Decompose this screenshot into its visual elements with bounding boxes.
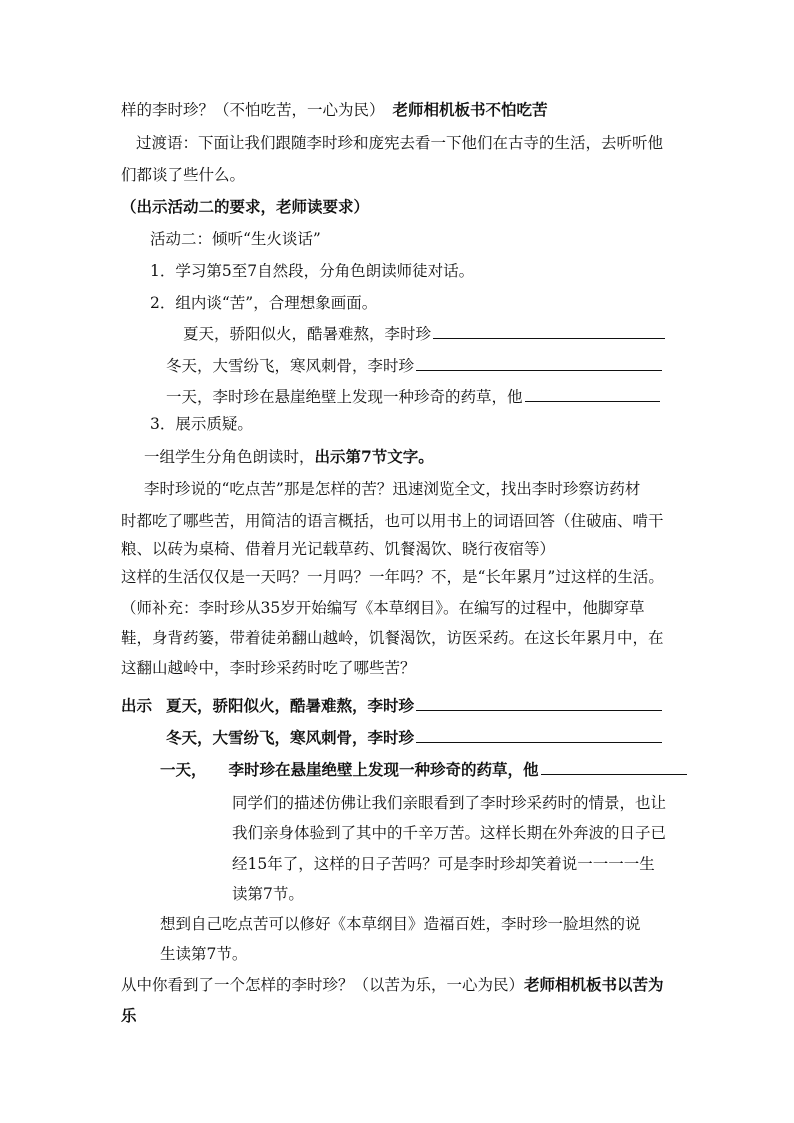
text-line: 我们亲身体验到了其中的千辛万苦。这样长期在外奔波的日子已: [232, 824, 667, 842]
text-line: 李时珍说的“吃点苦”那是怎样的苦？迅速浏览全文，找出李时珍察访药材: [144, 480, 641, 498]
text-line: [144, 446, 434, 468]
text-line: 经15年了，这样的日子苦吗？可是李时珍却笑着说一一一一生: [232, 855, 655, 873]
fill-in-line: [121, 694, 662, 717]
fill-in-line: [166, 354, 662, 377]
prompt-text: 李时珍在悬崖绝壁上发现一种珍奇的药草，他: [228, 760, 539, 779]
fill-in-line: [166, 726, 662, 749]
text-line: [121, 974, 664, 996]
text-line: 想到自己吃点苦可以修好《本草纲目》造福百姓，李时珍一脸坦然的说: [160, 915, 641, 933]
prompt-text: 夏天，骄阳似火，酷暑难熬，李时珍: [183, 325, 432, 343]
answer-blank: [525, 385, 660, 402]
prompt-text: 夏天，骄阳似火，酷暑难熬，李时珍: [166, 696, 415, 715]
transition-text: 过渡语：下面让我们跟随李时珍和庞宪去看一下他们在古寺的生活，去听听他: [136, 134, 664, 152]
question-text: 样的李时珍？（不怕吃苦，一心为民）: [121, 101, 385, 119]
answer-blank: [541, 758, 687, 775]
activity-step: 2．组内谈“苦”，合理想象画面。: [150, 294, 378, 312]
text-line: 同学们的描述仿佛让我们亲眼看到了李时珍采药时的情景，也让: [232, 794, 667, 812]
question-text: 从中你看到了一个怎样的李时珍？（以苦为乐，一心为民）: [121, 976, 525, 994]
text-line: 读第7节。: [232, 885, 304, 903]
text-line: 时都吃了哪些苦，用简洁的语言概括，也可以用书上的词语回答（住破庙、啃干: [121, 512, 664, 530]
fill-in-line: [160, 758, 687, 781]
text-line: [121, 99, 548, 121]
bold-note: 出示第7节文字。: [314, 447, 434, 466]
board-note: 老师相机板书以苦为: [524, 975, 664, 994]
fill-in-line: [166, 385, 660, 408]
answer-blank: [416, 726, 662, 743]
answer-blank: [416, 354, 662, 371]
activity-step: 3．展示质疑。: [150, 415, 253, 433]
activity-title: 活动二：倾听“生火谈话”: [150, 230, 321, 248]
text-line: 这样的生活仅仅是一天吗？一月吗？一年吗？不，是“长年累月”过这样的生活。: [121, 568, 664, 586]
activity-step: 1．学习第5至7自然段，分角色朗读师徒对话。: [150, 262, 475, 280]
prompt-text: 冬天，大雪纷飞，寒风刺骨，李时珍: [166, 357, 415, 375]
text-line: 鞋，身背药篓，带着徒弟翻山越岭，饥餐渴饮，访医采药。在这长年累月中，在: [121, 629, 664, 647]
board-note: 乐: [121, 1006, 137, 1025]
text-line: （师补充：李时珍从35岁开始编写《本草纲目》。在编写的过程中，他脚穿草: [121, 599, 645, 617]
answer-blank: [416, 694, 662, 711]
plain-text: 一组学生分角色朗读时，: [144, 448, 315, 466]
show-label: 出示: [121, 696, 153, 715]
prompt-text: 一天，: [160, 760, 207, 779]
text-line: 们都谈了些什么。: [121, 166, 246, 184]
prompt-text: 冬天，大雪纷飞，寒风刺骨，李时珍: [166, 728, 415, 747]
text-line: 这翻山越岭中，李时珍采药时吃了哪些苦？: [121, 659, 416, 677]
prompt-text: 一天，李时珍在悬崖绝壁上发现一种珍奇的药草，他: [166, 388, 523, 406]
answer-blank: [433, 322, 665, 339]
board-note: 老师相机板书不怕吃苦: [392, 100, 548, 119]
text-line: 粮、以砖为桌椅、借着月光记载草药、饥餐渴饮、晓行夜宿等）: [121, 540, 556, 558]
text-line: 生读第7节。: [160, 945, 248, 963]
fill-in-line: [183, 322, 665, 345]
instruction-heading: （出示活动二的要求，老师读要求）: [121, 197, 370, 216]
